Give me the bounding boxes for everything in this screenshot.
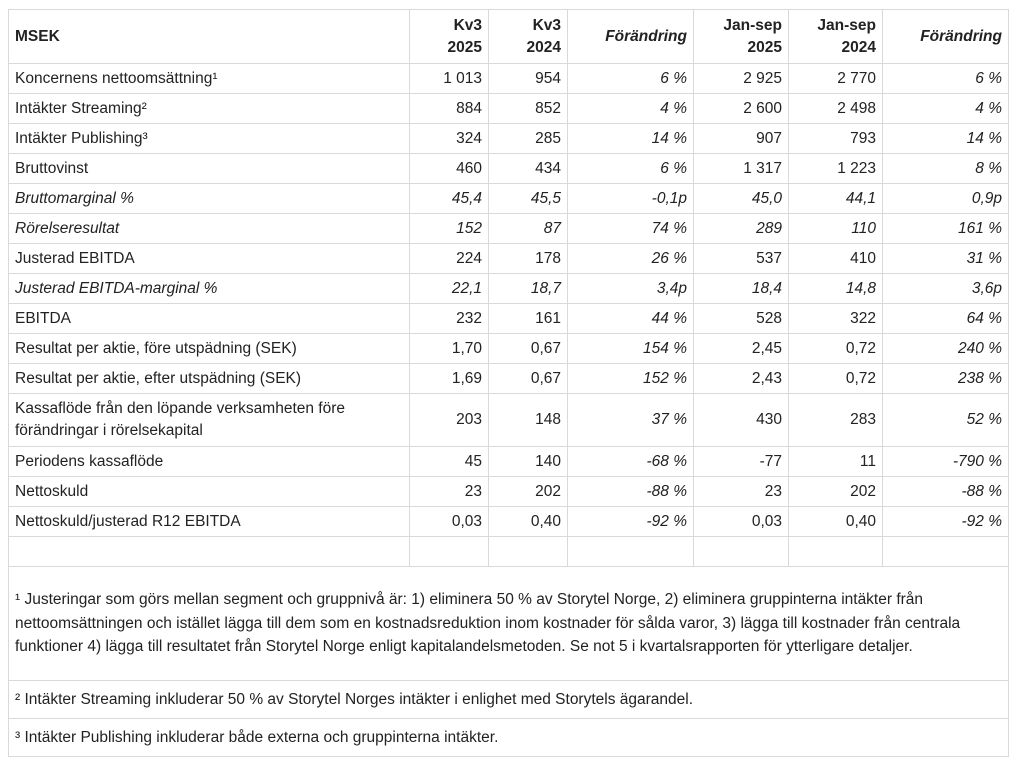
empty-cell [489,537,568,567]
value-cell: 45,0 [694,184,789,214]
value-cell: 2 498 [789,94,883,124]
header-cell-kv3-2024 [489,10,568,64]
header-cell-change-period [883,10,1009,64]
header-text: Förändring [920,27,1002,45]
value-cell: 324 [410,124,489,154]
value-cell: -68 % [568,447,694,477]
value-cell: 11 [789,447,883,477]
footnote-row [9,681,1009,719]
value-cell: 45,4 [410,184,489,214]
table-body [9,64,1009,757]
header-cell-jan-sep-2025 [694,10,789,64]
row-label: Resultat per aktie, före utspädning (SEK) [9,334,410,364]
value-cell: 45 [410,447,489,477]
header-text: MSEK [15,27,60,45]
value-cell: 793 [789,124,883,154]
footnote-1: ¹ Justeringar som görs mellan segment och gruppnivå är: 1) eliminera 50 % av Storytel Norge, 2) eliminera gruppinterna intäkter från nettoomsättningen och istället lägga till dem som en kostnadsreduktion inom kostnader för sålda varor, 3) lägga till kostnader från centrala funktioner 4) lägga till resultatet från Storytel Norge enligt kapitalandelsmetoden. Se not 5 i kvartalsrapporten för ytterligare detaljer. [9,567,1009,681]
value-cell: 2 770 [789,64,883,94]
table-row [9,274,1009,304]
row-label: Intäkter Publishing³ [9,124,410,154]
value-cell: 434 [489,154,568,184]
header-cell-msek [9,10,410,64]
row-label: Kassaflöde från den löpande verksamheten före förändringar i rörelsekapital [9,394,410,447]
row-label: Bruttomarginal % [9,184,410,214]
value-cell: 31 % [883,244,1009,274]
value-cell: 18,4 [694,274,789,304]
value-cell: 537 [694,244,789,274]
value-cell: 18,7 [489,274,568,304]
row-label: Rörelseresultat [9,214,410,244]
value-cell: 202 [489,477,568,507]
value-cell: 1 317 [694,154,789,184]
value-cell: 45,5 [489,184,568,214]
row-label: Nettoskuld [9,477,410,507]
value-cell: 240 % [883,334,1009,364]
header-text: Jan-sep [817,16,876,34]
empty-cell [789,537,883,567]
value-cell: 161 [489,304,568,334]
row-label: Resultat per aktie, efter utspädning (SEK) [9,364,410,394]
value-cell: 14,8 [789,274,883,304]
empty-cell [568,537,694,567]
table-row [9,364,1009,394]
value-cell: 154 % [568,334,694,364]
footnote-row [9,567,1009,681]
value-cell: 0,03 [694,507,789,537]
empty-row [9,537,1009,567]
value-cell: 430 [694,394,789,447]
table-row [9,507,1009,537]
value-cell: 23 [410,477,489,507]
financial-summary-table [8,9,1009,757]
value-cell: 8 % [883,154,1009,184]
row-label: Nettoskuld/justerad R12 EBITDA [9,507,410,537]
table-row [9,214,1009,244]
table-row [9,184,1009,214]
value-cell: 528 [694,304,789,334]
value-cell: -88 % [883,477,1009,507]
value-cell: 2 925 [694,64,789,94]
empty-cell [694,537,789,567]
row-label: Intäkter Streaming² [9,94,410,124]
value-cell: 3,6p [883,274,1009,304]
value-cell: 37 % [568,394,694,447]
value-cell: 148 [489,394,568,447]
value-cell: 161 % [883,214,1009,244]
table-header [9,10,1009,64]
header-text: 2025 [747,38,782,56]
value-cell: 110 [789,214,883,244]
value-cell: 232 [410,304,489,334]
header-text: 2025 [447,38,482,56]
value-cell: 140 [489,447,568,477]
value-cell: 74 % [568,214,694,244]
value-cell: 410 [789,244,883,274]
value-cell: 0,9p [883,184,1009,214]
value-cell: 6 % [883,64,1009,94]
header-text: Jan-sep [723,16,782,34]
value-cell: -88 % [568,477,694,507]
value-cell: -77 [694,447,789,477]
value-cell: 884 [410,94,489,124]
row-label: Justerad EBITDA [9,244,410,274]
row-label: Bruttovinst [9,154,410,184]
value-cell: 0,40 [789,507,883,537]
header-cell-change-quarter [568,10,694,64]
value-cell: 4 % [568,94,694,124]
value-cell: 202 [789,477,883,507]
value-cell: 64 % [883,304,1009,334]
value-cell: 283 [789,394,883,447]
value-cell: 1 013 [410,64,489,94]
row-label: Periodens kassaflöde [9,447,410,477]
table-row [9,124,1009,154]
value-cell: 22,1 [410,274,489,304]
value-cell: 2 600 [694,94,789,124]
value-cell: -92 % [568,507,694,537]
header-text: Kv3 [453,16,482,34]
value-cell: 1 223 [789,154,883,184]
header-text: 2024 [841,38,876,56]
value-cell: 23 [694,477,789,507]
row-label: Koncernens nettoomsättning¹ [9,64,410,94]
footnote-3: ³ Intäkter Publishing inkluderar både externa och gruppinterna intäkter. [9,719,1009,757]
header-cell-jan-sep-2024 [789,10,883,64]
value-cell: 152 [410,214,489,244]
value-cell: 87 [489,214,568,244]
value-cell: 907 [694,124,789,154]
table-row [9,334,1009,364]
value-cell: 0,72 [789,334,883,364]
value-cell: -790 % [883,447,1009,477]
table-row [9,154,1009,184]
footnote-row [9,719,1009,757]
value-cell: 0,67 [489,364,568,394]
header-text: 2024 [526,38,561,56]
value-cell: 285 [489,124,568,154]
value-cell: 2,43 [694,364,789,394]
row-label: EBITDA [9,304,410,334]
value-cell: 289 [694,214,789,244]
value-cell: 203 [410,394,489,447]
table-row [9,244,1009,274]
value-cell: 322 [789,304,883,334]
empty-cell [883,537,1009,567]
value-cell: 44,1 [789,184,883,214]
value-cell: 52 % [883,394,1009,447]
value-cell: 44 % [568,304,694,334]
footnote-2: ² Intäkter Streaming inkluderar 50 % av Storytel Norges intäkter i enlighet med Storytels ägarandel. [9,681,1009,719]
empty-cell [9,537,410,567]
value-cell: 152 % [568,364,694,394]
value-cell: 2,45 [694,334,789,364]
value-cell: 3,4p [568,274,694,304]
value-cell: 0,67 [489,334,568,364]
value-cell: 1,69 [410,364,489,394]
table-row [9,64,1009,94]
table-row [9,477,1009,507]
value-cell: 954 [489,64,568,94]
value-cell: 460 [410,154,489,184]
value-cell: 852 [489,94,568,124]
header-text: Kv3 [532,16,561,34]
row-label: Justerad EBITDA-marginal % [9,274,410,304]
value-cell: 14 % [568,124,694,154]
table-row [9,394,1009,447]
table-row [9,447,1009,477]
value-cell: 224 [410,244,489,274]
value-cell: -0,1p [568,184,694,214]
table-row [9,94,1009,124]
value-cell: 238 % [883,364,1009,394]
value-cell: 6 % [568,64,694,94]
value-cell: 6 % [568,154,694,184]
value-cell: 1,70 [410,334,489,364]
empty-cell [410,537,489,567]
header-row [9,10,1009,64]
header-text: Förändring [605,27,687,45]
value-cell: 178 [489,244,568,274]
header-cell-kv3-2025 [410,10,489,64]
value-cell: 0,72 [789,364,883,394]
value-cell: 0,03 [410,507,489,537]
value-cell: 26 % [568,244,694,274]
value-cell: 14 % [883,124,1009,154]
value-cell: 4 % [883,94,1009,124]
value-cell: 0,40 [489,507,568,537]
table-row [9,304,1009,334]
value-cell: -92 % [883,507,1009,537]
